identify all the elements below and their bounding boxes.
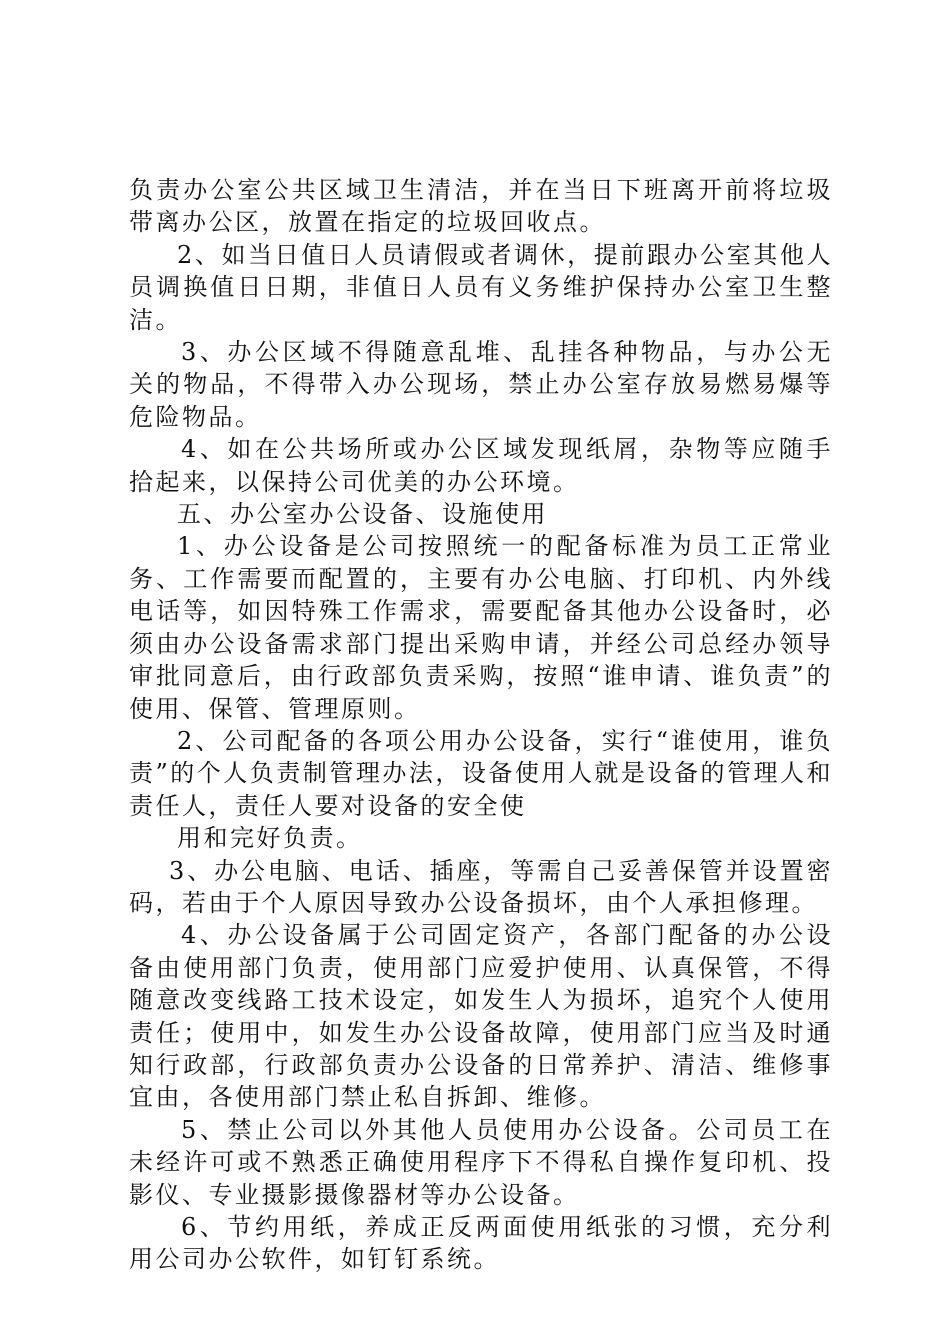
paragraph-outside-users: 5、禁止公司以外其他人员使用办公设备。公司员工在未经许可或不熟悉正确使用程序下不得私自操作复印机、投影仪、专业摄影摄像器材等办公设备。: [129, 1115, 833, 1209]
paragraph-duty-swap: 2、如当日值日人员请假或者调休，提前跟办公室其他人员调换值日日期，非值日人员有义务维护保持办公室卫生整洁。: [129, 240, 833, 334]
paragraph-equipment-responsibility-tail: 用和完好负责。: [177, 824, 363, 853]
paragraph-fixed-assets: 4、办公设备属于公司固定资产，各部门配备的办公设备由使用部门负责，使用部门应爱护使用、认真保管，不得随意改变线路工技术设定，如发生人为损坏，追究个人使用责任；使用中，如发生办公设备故障，使用部门应当及时通知行政部，行政部负责办公设备的日常养护、清洁、维修事宜由，各使用部门禁止私自拆卸、维修。: [129, 921, 833, 1112]
document-body: [129, 174, 833, 1276]
paragraph-paper-scraps: 4、如在公共场所或办公区域发现纸屑，杂物等应随手拾起来，以保持公司优美的办公环境。: [129, 435, 833, 496]
paragraph-save-paper: 6、节约用纸，养成正反两面使用纸张的习惯，充分利用公司办公软件，如钉钉系统。: [129, 1213, 833, 1274]
paragraph-hygiene-cleanup: 负责办公室公共区域卫生清洁，并在当日下班离开前将垃圾带离办公区，放置在指定的垃圾回收点。: [129, 176, 833, 237]
paragraph-office-items: 3、办公区域不得随意乱堆、乱挂各种物品，与办公无关的物品，不得带入办公现场，禁止办公室存放易燃易爆等危险物品。: [129, 338, 833, 431]
paragraph-passwords: 3、办公电脑、电话、插座，等需自己妥善保管并设置密码，若由于个人原因导致办公设备损坏，由个人承担修理。: [129, 856, 833, 917]
paragraph-equipment-responsibility: 2、公司配备的各项公用办公设备，实行“谁使用，谁负责”的个人负责制管理办法，设备使用人就是设备的管理人和责任人，责任人要对设备的安全使: [129, 726, 833, 820]
section-heading-equipment: 五、办公室办公设备、设施使用: [177, 500, 548, 529]
paragraph-equipment-procurement: 1、办公设备是公司按照统一的配备标准为员工正常业务、工作需要而配置的，主要有办公电脑、打印机、内外线电话等，如因特殊工作需求，需要配备其他办公设备时，必须由办公设备需求部门提出采购申请，并经公司总经办领导审批同意后，由行政部负责采购，按照“谁申请、谁负责”的使用、保管、管理原则。: [129, 532, 833, 723]
